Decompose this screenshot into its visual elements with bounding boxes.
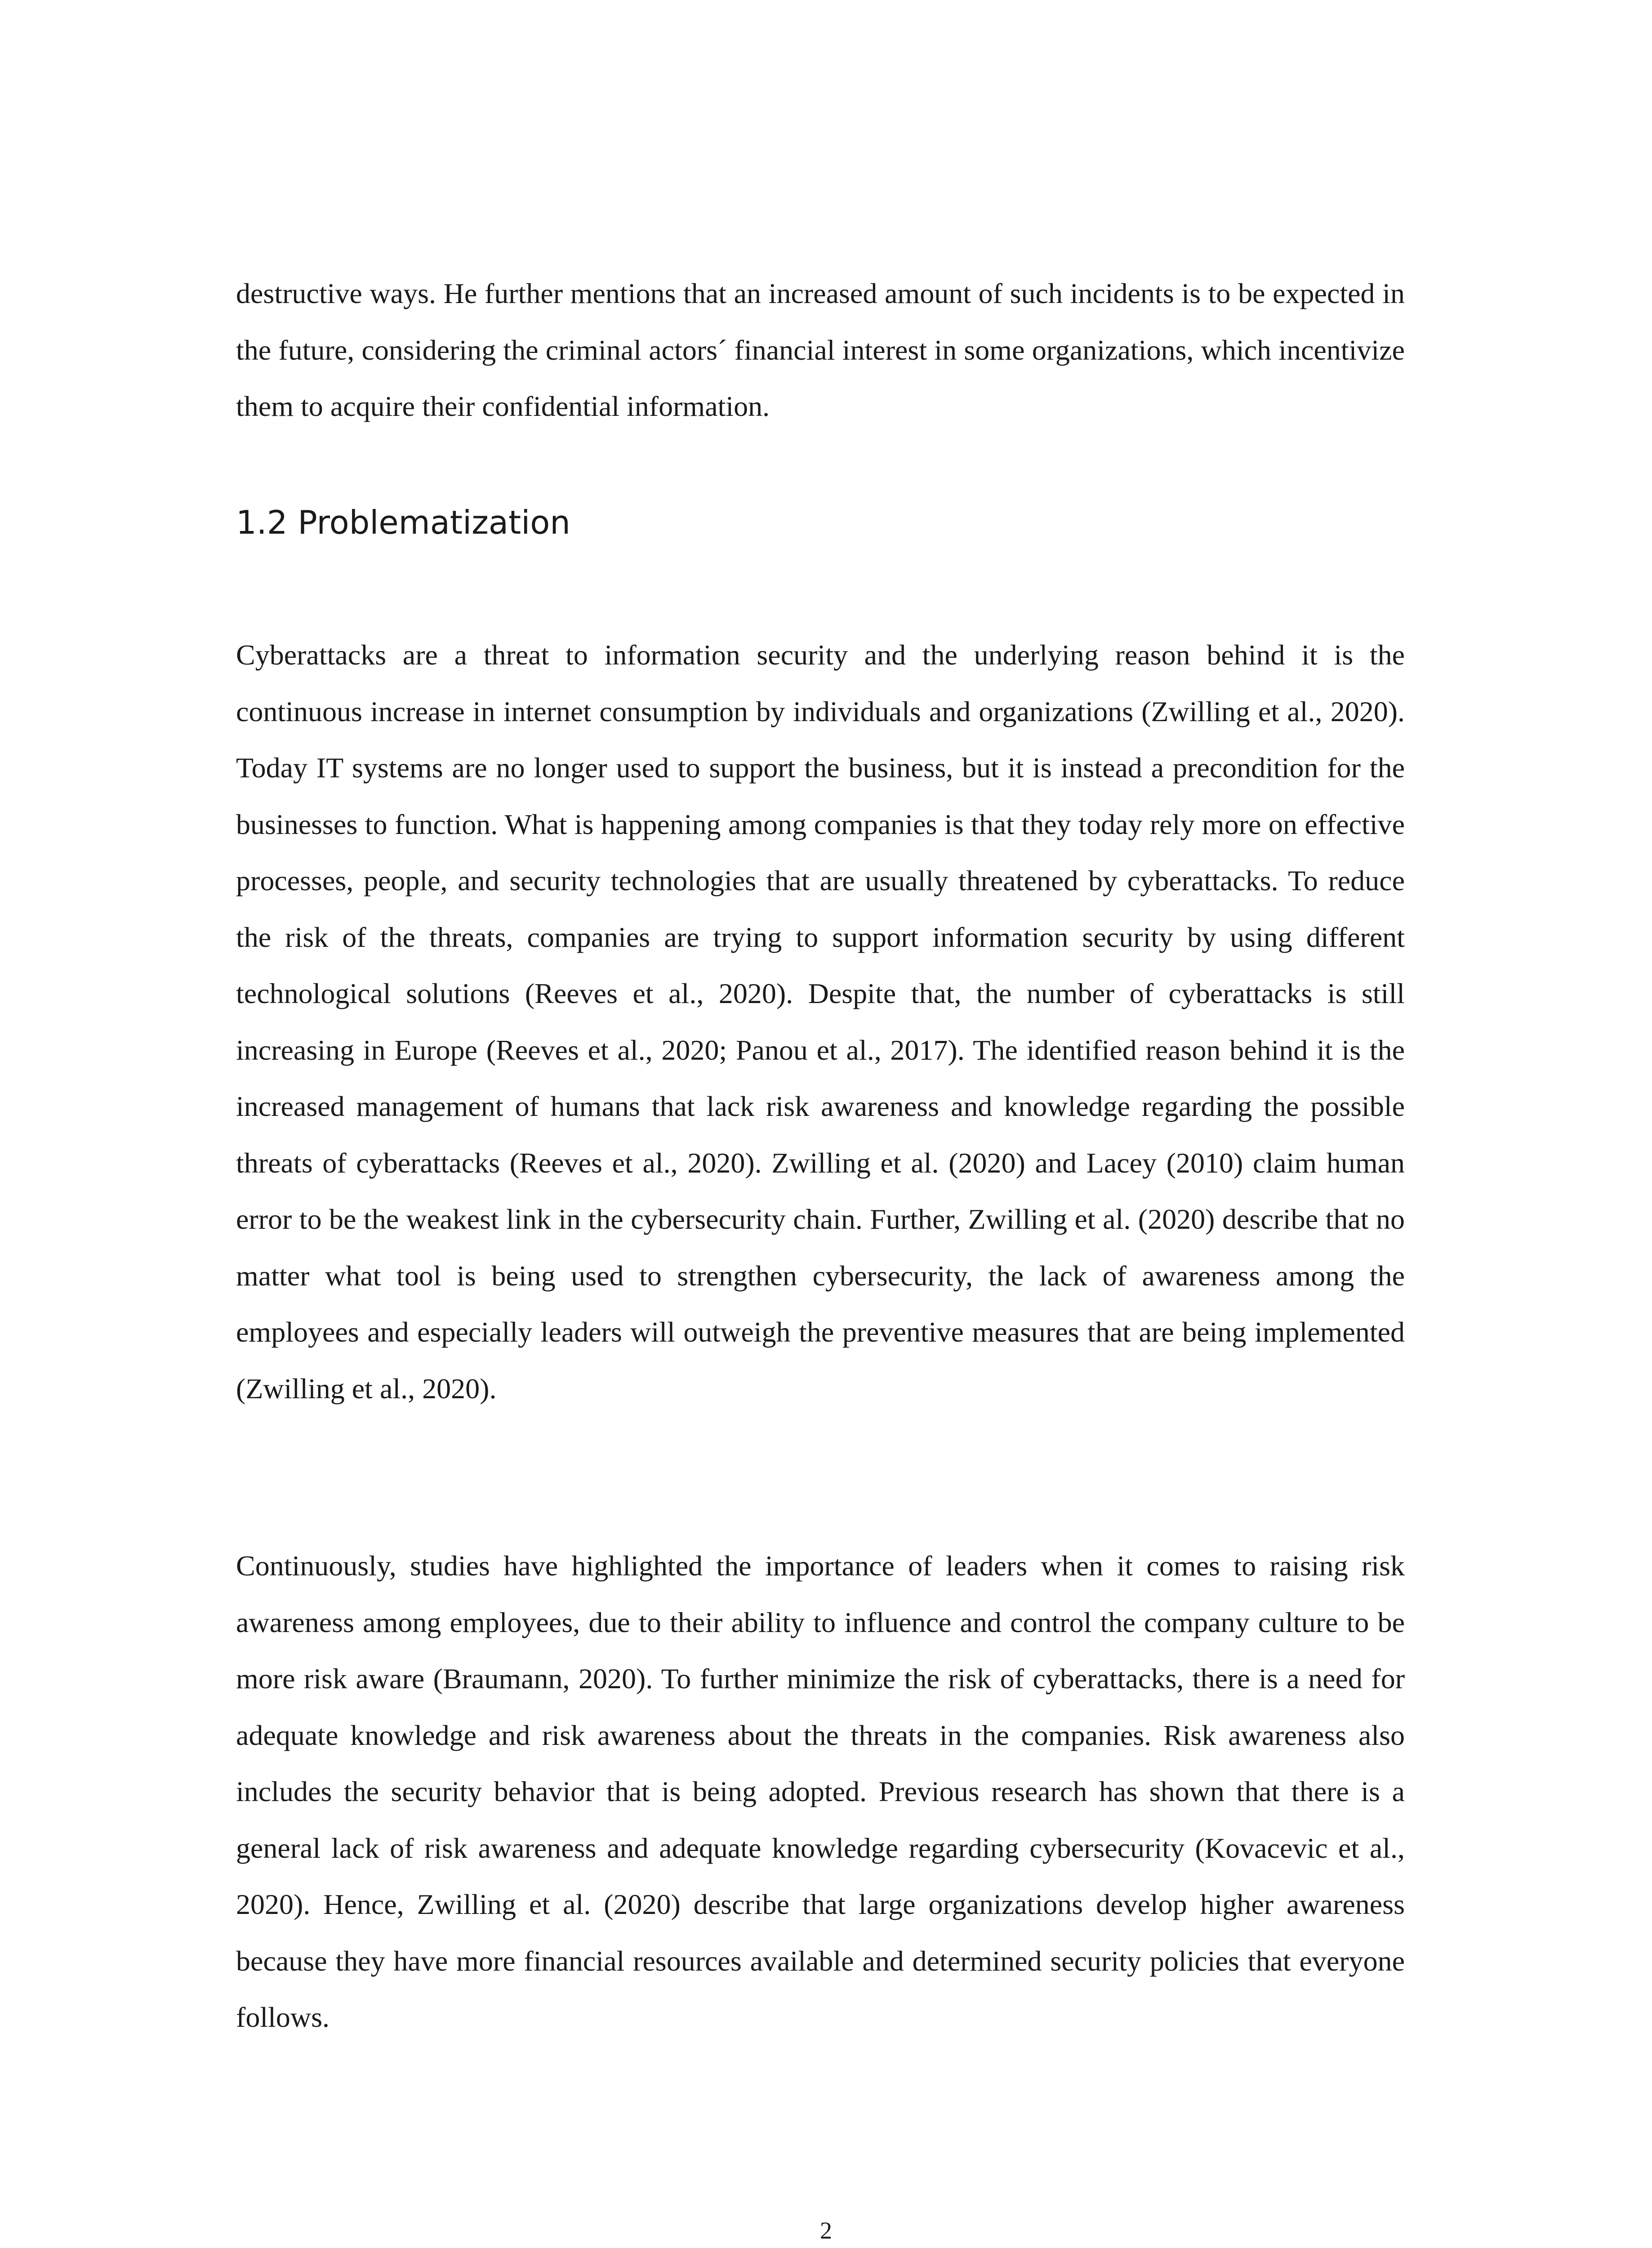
page-number: 2 bbox=[820, 2217, 832, 2244]
section-heading: 1.2 Problematization bbox=[236, 504, 570, 541]
paragraph-intro-continued: destructive ways. He further mentions that an increased amount of such incidents is to be expected in the future, considering the criminal actors´ financial interest in some organizations, which incentivize them to acquire their confidential information. bbox=[236, 277, 1405, 422]
paragraph-problematization-2: Continuously, studies have highlighted the importance of leaders when it comes to raising risk awareness among employees, due to their ability to influence and control the company culture to be more risk aware (Braumann, 2020). To further minimize the risk of cyberattacks, there is a need for adequate knowledge and risk awareness about the threats in the companies. Risk awareness also includes the security behavior that is being adopted. Previous research has shown that there is a general lack of risk awareness and adequate knowledge regarding cybersecurity (Kovacevic et al., 2020). Hence, Zwilling et al. (2020) describe that large organizations develop higher awareness because they have more financial resources available and determined security policies that everyone follows. bbox=[236, 1550, 1405, 2033]
paragraph-problematization-1: Cyberattacks are a threat to information security and the underlying reason behind it is the continuous increase in internet consumption by individuals and organizations (Zwilling et al., 2020). Today IT systems are no longer used to support the business, but it is instead a precondition for the businesses to function. What is happening among companies is that they today rely more on effective processes, people, and security technologies that are usually threatened by cyberattacks. To reduce the risk of the threats, companies are trying to support information security by using different technological solutions (Reeves et al., 2020). Despite that, the number of cyberattacks is still increasing in Europe (Reeves et al., 2020; Panou et al., 2017). The identified reason behind it is the increased management of humans that lack risk awareness and knowledge regarding the possible threats of cyberattacks (Reeves et al., 2020). Zwilling et al. (2020) and Lacey (2010) claim human error to be the weakest link in the cybersecurity chain. Further, Zwilling et al. (2020) describe that no matter what tool is being used to strengthen cybersecurity, the lack of awareness among the employees and especially leaders will outweigh the preventive measures that are being implemented (Zwilling et al., 2020). bbox=[236, 639, 1405, 1405]
